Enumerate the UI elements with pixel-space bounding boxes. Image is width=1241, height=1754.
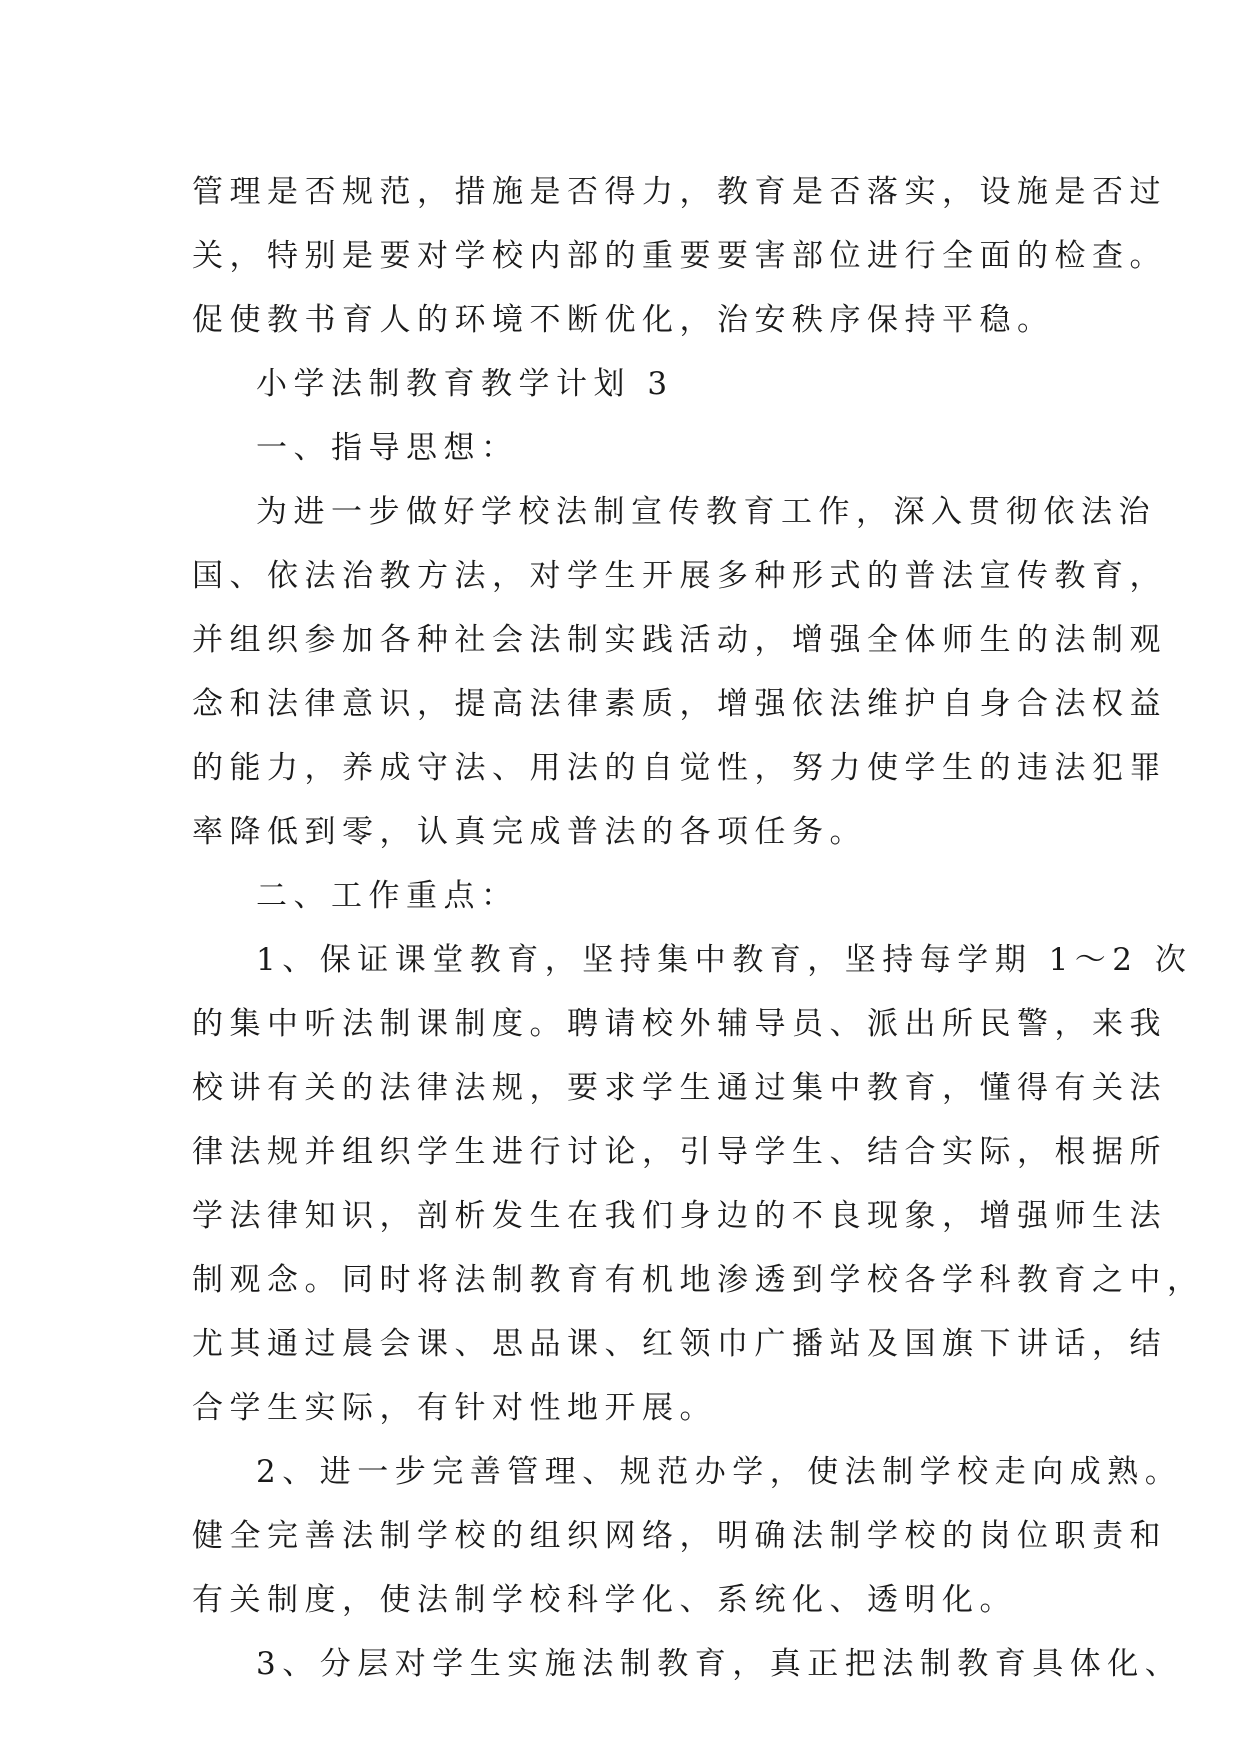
text-line: 关，特别是要对学校内部的重要要害部位进行全面的检查。: [192, 238, 1167, 274]
text-line: 健全完善法制学校的组织网络，明确法制学校的岗位职责和: [192, 1518, 1167, 1554]
text-line: 小学法制教育教学计划 3: [256, 366, 674, 402]
text-line: 率降低到零，认真完成普法的各项任务。: [192, 814, 867, 850]
text-line: 制观念。同时将法制教育有机地渗透到学校各学科教育之中，: [192, 1262, 1205, 1298]
text-line: 律法规并组织学生进行讨论，引导学生、结合实际，根据所: [192, 1134, 1167, 1170]
text-line: 学法律知识，剖析发生在我们身边的不良现象，增强师生法: [192, 1198, 1167, 1234]
text-line: 的集中听法制课制度。聘请校外辅导员、派出所民警，来我: [192, 1006, 1167, 1042]
text-line: 促使教书育人的环境不断优化，治安秩序保持平稳。: [192, 302, 1055, 338]
text-line: 一、指导思想：: [256, 430, 519, 466]
document-body: [192, 160, 1205, 1696]
text-line: 管理是否规范，措施是否得力，教育是否落实，设施是否过: [192, 174, 1167, 210]
text-line: 2、进一步完善管理、规范办学，使法制学校走向成熟。: [256, 1454, 1183, 1490]
text-line: 有关制度，使法制学校科学化、系统化、透明化。: [192, 1582, 1017, 1618]
text-line: 校讲有关的法律法规，要求学生通过集中教育，懂得有关法: [192, 1070, 1167, 1106]
text-line: 1、保证课堂教育，坚持集中教育，坚持每学期 1～2 次: [256, 942, 1193, 978]
text-line: 国、依法治教方法，对学生开展多种形式的普法宣传教育，: [192, 558, 1167, 594]
text-line: 合学生实际，有针对性地开展。: [192, 1390, 717, 1426]
text-line: 为进一步做好学校法制宣传教育工作，深入贯彻依法治: [256, 494, 1156, 530]
text-line: 二、工作重点：: [256, 878, 519, 914]
text-line: 的能力，养成守法、用法的自觉性，努力使学生的违法犯罪: [192, 750, 1167, 786]
text-line: 3、分层对学生实施法制教育，真正把法制教育具体化、: [256, 1646, 1183, 1682]
text-line: 尤其通过晨会课、思品课、红领巾广播站及国旗下讲话，结: [192, 1326, 1167, 1362]
text-line: 念和法律意识，提高法律素质，增强依法维护自身合法权益: [192, 686, 1167, 722]
text-line: 并组织参加各种社会法制实践活动，增强全体师生的法制观: [192, 622, 1167, 658]
